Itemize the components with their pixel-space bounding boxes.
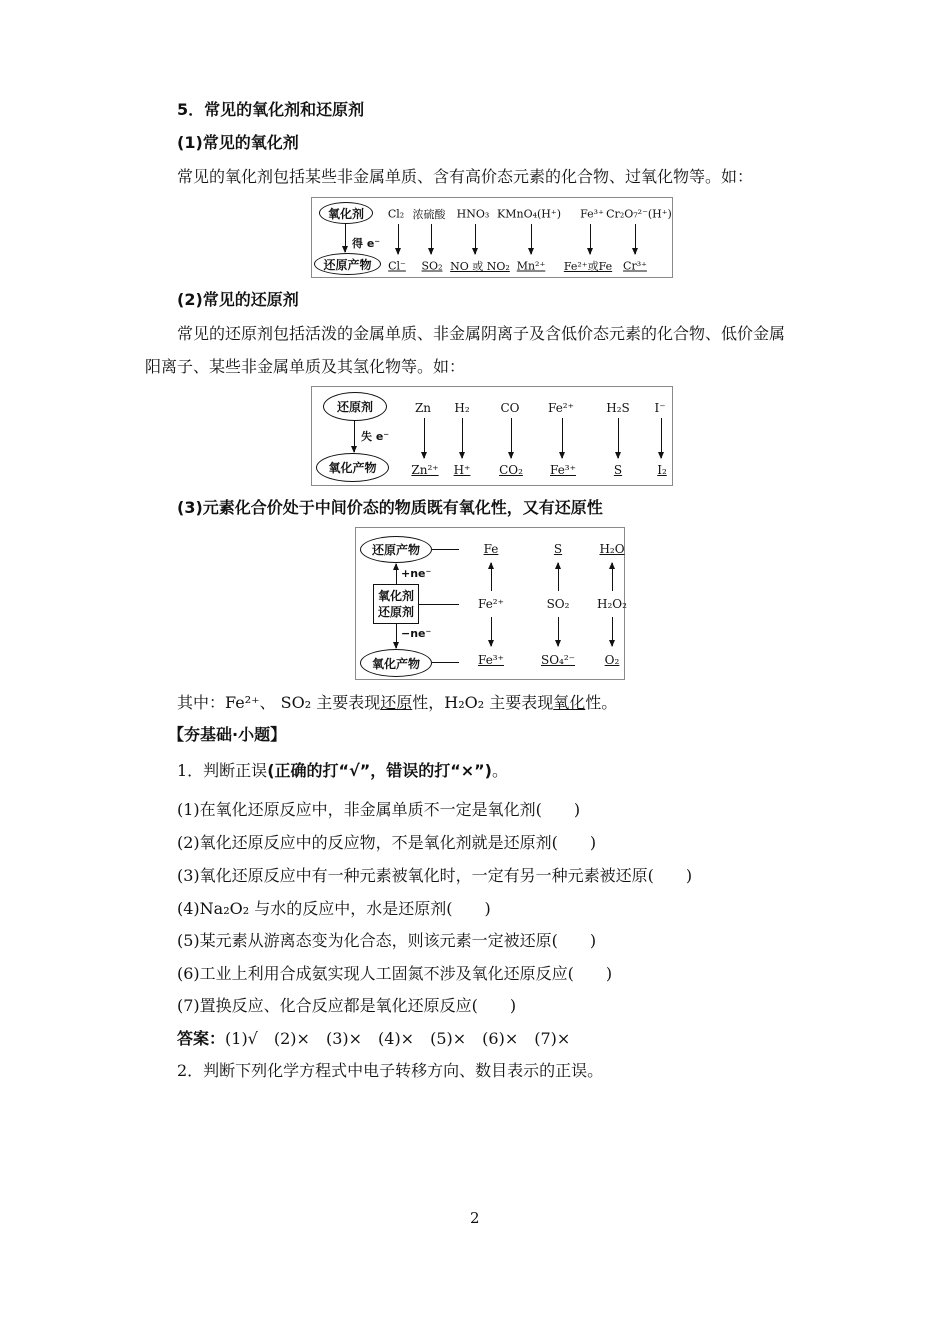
judgment-item: (3)氧化还原反应中有一种元素被氧化时，一定有另一种元素被还原( ): [177, 866, 693, 885]
reaction-arrow: [562, 418, 563, 458]
reduced-species: S: [553, 542, 563, 556]
oxidized-species: Fe³⁺: [478, 653, 504, 667]
electron-loss-arrow: [354, 421, 355, 452]
electron-gain-arrow: [345, 224, 346, 252]
answer-values: (1)√ (2)× (3)× (4)× (5)× (6)× (7)×: [225, 1029, 571, 1048]
judgment-item: (2)氧化还原反应中的反应物，不是氧化剂就是还原剂( ): [177, 833, 597, 852]
reductant-reactant: H₂S: [606, 401, 630, 415]
reaction-arrow: [511, 418, 512, 458]
intermediate-species: H₂O₂: [597, 597, 627, 611]
reductant-reactant: CO: [500, 401, 520, 415]
answer-label: 答案：: [177, 1029, 226, 1048]
oxidation-product: Zn²⁺: [411, 463, 439, 477]
judgment-item: (7)置换反应、化合反应都是氧化还原反应( ): [177, 996, 517, 1015]
reductant-label: 还原剂: [377, 605, 414, 619]
oxidized-species: O₂: [604, 653, 620, 667]
page-number: 2: [470, 1209, 480, 1227]
reductant-label: 还原剂: [336, 400, 373, 414]
reduction-arrow: [491, 563, 492, 591]
reaction-arrow: [475, 224, 476, 254]
reductants-intro-line: 常见的还原剂包括活泼的金属单质、非金属阴离子及含低价态元素的化合物、低价金属: [177, 324, 786, 343]
reduction-product: Cr³⁺: [623, 259, 647, 273]
oxidant-reactant: Cr₂O₇²⁻(H⁺): [606, 207, 672, 221]
lose-electron-arrow: [396, 624, 397, 648]
oxidation-product-ellipse: [360, 649, 432, 677]
answer-line: [177, 1028, 570, 1050]
oxidation-product-ellipse: [316, 453, 389, 482]
oxidant-reactant: Cl₂: [387, 207, 405, 221]
reaction-arrow: [618, 418, 619, 458]
oxidant-reactant: Fe³⁺: [580, 207, 604, 221]
electron-gain-label: 得 e⁻: [352, 237, 381, 250]
section-title: 5．常见的氧化剂和还原剂: [177, 100, 365, 119]
oxidant-reactant: HNO₃: [456, 207, 490, 221]
intermediate-heading: (3)元素化合价处于中间价态的物质既有氧化性，又有还原性: [177, 498, 603, 517]
question-1-prompt: [177, 760, 508, 782]
reduction-product-label: 还原产物: [371, 543, 420, 557]
reduction-product-label: 还原产物: [323, 257, 372, 272]
intermediate-species: SO₂: [546, 597, 570, 611]
agent-box: [373, 584, 419, 624]
oxidant-ellipse: [319, 202, 373, 224]
oxidation-product: I₂: [657, 463, 667, 477]
note-prefix: 其中：Fe²⁺、 SO₂ 主要表现: [177, 693, 381, 712]
intermediate-diagram: [355, 527, 625, 680]
oxidation-product: Fe³⁺: [550, 463, 576, 477]
reduction-product: Cl⁻: [388, 259, 406, 273]
oxidation-arrow: [491, 617, 492, 646]
intermediate-species: Fe²⁺: [478, 597, 504, 611]
reduction-arrow: [612, 563, 613, 591]
reductant-reactant: Fe²⁺: [548, 401, 574, 415]
oxidation-product: H⁺: [453, 463, 471, 477]
oxidant-label: 氧化剂: [377, 589, 414, 603]
reduction-product: NO 或 NO₂: [450, 260, 510, 273]
reaction-arrow: [462, 418, 463, 458]
reductants-intro-line: 阳离子、某些非金属单质及其氢化物等。如：: [145, 357, 466, 376]
reaction-arrow: [398, 224, 399, 254]
reduction-product-ellipse: [314, 253, 381, 275]
reduced-species: Fe: [483, 542, 499, 556]
note-middle: 性，H₂O₂ 主要表现: [412, 693, 554, 712]
oxidation-product-label: 氧化产物: [371, 656, 420, 671]
gain-electron-arrow: [396, 564, 397, 584]
note-reducing-word: 还原: [380, 693, 413, 712]
oxidation-arrow: [558, 617, 559, 646]
connector-line: [419, 604, 459, 605]
connector-line: [432, 549, 459, 550]
q1-prompt-text: 1．判断正误: [177, 761, 268, 780]
reductant-reactant: I⁻: [654, 401, 666, 415]
question-2-prompt: 2．判断下列化学方程式中电子转移方向、数目表示的正误。: [177, 1061, 604, 1080]
oxidant-label: 氧化剂: [327, 206, 364, 221]
practice-banner: 【夯基础·小题】: [168, 725, 287, 744]
judgment-item: (4)Na₂O₂ 与水的反应中，水是还原剂( ): [177, 899, 491, 918]
reductants-heading: (2)常见的还原剂: [177, 290, 299, 309]
judgment-item: (1)在氧化还原反应中，非金属单质不一定是氧化剂( ): [177, 800, 581, 819]
reductant-ellipse: [323, 392, 387, 421]
reaction-arrow: [424, 418, 425, 458]
oxidation-product: S: [613, 463, 623, 477]
reduction-product: SO₂: [421, 259, 443, 273]
oxidant-diagram: [311, 197, 673, 278]
oxidants-intro: 常见的氧化剂包括某些非金属单质、含有高价态元素的化合物、过氧化物等。如：: [177, 167, 754, 186]
oxidant-reactant: 浓硫酸: [412, 208, 446, 221]
reductant-reactant: Zn: [414, 401, 432, 415]
reduction-product-ellipse: [360, 536, 432, 563]
reaction-arrow: [590, 224, 591, 254]
oxidized-species: SO₄²⁻: [540, 653, 576, 667]
reductant-reactant: H₂: [454, 401, 470, 415]
oxidation-product-label: 氧化产物: [328, 461, 377, 475]
reduced-species: H₂O: [599, 542, 625, 556]
gain-electron-label: +ne⁻: [401, 567, 432, 580]
intermediate-note: [177, 692, 617, 714]
q1-end: 。: [491, 761, 508, 780]
q1-instruction: (正确的打“√”，错误的打“×”): [267, 761, 492, 780]
reductant-diagram: [311, 386, 673, 486]
note-oxidizing-word: 氧化: [553, 693, 586, 712]
oxidants-heading: (1)常见的氧化剂: [177, 133, 299, 152]
lose-electron-label: −ne⁻: [401, 627, 432, 640]
judgment-item: (5)某元素从游离态变为化合态，则该元素一定被还原( ): [177, 931, 597, 950]
oxidation-product: CO₂: [499, 463, 523, 477]
reduction-product: Fe²⁺或Fe: [563, 260, 613, 273]
connector-line: [432, 662, 459, 663]
oxidant-reactant: KMnO₄(H⁺): [497, 207, 561, 221]
oxidation-arrow: [612, 617, 613, 646]
reduction-arrow: [558, 563, 559, 591]
reduction-product: Mn²⁺: [516, 259, 546, 273]
reaction-arrow: [661, 418, 662, 458]
judgment-item: (6)工业上利用合成氨实现人工固氮不涉及氧化还原反应( ): [177, 964, 613, 983]
reaction-arrow: [431, 224, 432, 254]
reaction-arrow: [635, 224, 636, 254]
electron-loss-label: 失 e⁻: [361, 430, 390, 443]
note-suffix: 性。: [585, 693, 618, 712]
reaction-arrow: [531, 224, 532, 254]
